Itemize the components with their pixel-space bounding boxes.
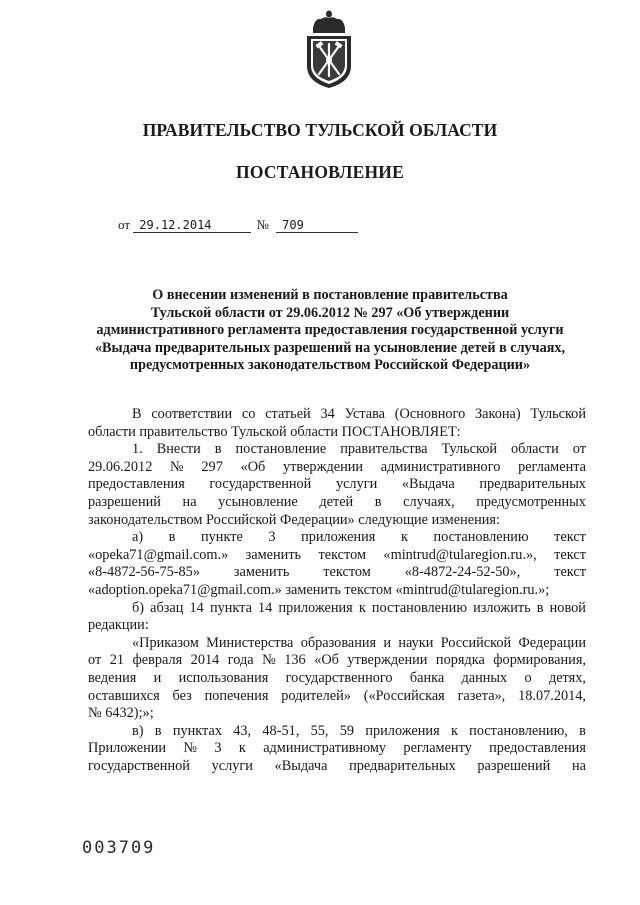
body-line-text: законодательством Российской Федерации» следующие изменения: <box>88 511 500 528</box>
word: «opeka71@gmail.com.» <box>88 546 229 563</box>
word: изложить <box>473 599 531 616</box>
body-line-text: «adoption.opeka71@gmail.com.» заменить текстом «mintrud@tularegion.ru.»; <box>88 581 550 598</box>
word: предварительных <box>349 757 456 774</box>
word: 18.07.2014, <box>518 687 586 704</box>
word: государственной <box>209 476 312 493</box>
word: в <box>536 599 544 616</box>
word: № <box>262 652 276 669</box>
tula-coat-of-arms-icon <box>301 8 357 90</box>
word: текстом <box>318 546 367 563</box>
word: родителей» <box>281 687 351 704</box>
word: к <box>358 599 366 616</box>
word: статьей <box>265 406 311 422</box>
word: детей <box>319 493 354 510</box>
word: 2014 <box>190 652 220 669</box>
word: пункте <box>201 529 243 546</box>
word: использования <box>178 669 269 686</box>
word: Министерства <box>206 634 294 651</box>
word: (Основного <box>394 406 466 422</box>
word: разрешений <box>88 493 161 510</box>
word: данных <box>461 669 508 686</box>
document-meta <box>118 217 358 233</box>
word: текст <box>554 529 586 546</box>
word: пункта <box>209 599 252 616</box>
body-line <box>88 688 586 706</box>
word: регламента <box>518 458 586 475</box>
word: административного <box>380 458 501 475</box>
body-line <box>88 652 586 670</box>
word: 29.06.2012 <box>88 458 153 475</box>
word: 14 <box>189 599 204 616</box>
word: пунктах <box>172 722 222 739</box>
word: детях, <box>548 669 586 686</box>
word: от <box>88 652 102 669</box>
heading-line: предусмотренных законодательством Российской Федерации» <box>129 357 531 374</box>
body-line <box>88 529 586 547</box>
word: случаях, <box>403 493 455 510</box>
word: Устава <box>344 406 385 422</box>
body-line <box>88 459 586 477</box>
word: «Выдача <box>274 757 328 774</box>
word: «8-4872-56-75-85» <box>88 564 200 581</box>
body-line <box>88 476 586 494</box>
serial-number: 003709 <box>82 838 156 858</box>
word: 1. <box>132 441 143 458</box>
word: 59 <box>339 722 355 739</box>
word: заменить <box>245 546 302 563</box>
document-date: 29.12.2014 <box>133 218 251 233</box>
word: 297 <box>201 458 223 475</box>
body-line <box>88 617 586 635</box>
word: в <box>168 529 176 546</box>
word: от <box>572 441 586 458</box>
word: утверждении <box>283 458 364 475</box>
body-line <box>88 600 586 618</box>
body-line <box>88 582 586 600</box>
word: государственной <box>88 757 190 774</box>
word: 136 <box>284 652 306 669</box>
word: Тульской <box>441 441 498 458</box>
document-number: 709 <box>276 218 358 233</box>
word: В <box>132 406 142 422</box>
body-line <box>88 494 586 512</box>
word: б) <box>132 599 145 616</box>
word: правительства <box>340 441 428 458</box>
word: Закона) <box>475 406 521 422</box>
date-label: от <box>118 217 131 232</box>
heading-line: «Выдача предварительных разрешений на усыновление детей в случаях, <box>94 339 566 356</box>
word: в <box>214 441 222 458</box>
document-body <box>88 406 586 775</box>
word: соответствии <box>151 406 233 422</box>
word: без <box>172 687 192 704</box>
word: текстом <box>323 564 371 581</box>
body-line <box>88 723 586 741</box>
word: 48-51, <box>262 722 300 739</box>
word: в <box>374 493 382 510</box>
word: в <box>154 722 162 739</box>
word: приложения <box>301 529 376 546</box>
word: банка <box>409 669 445 686</box>
word: 21 <box>109 652 124 669</box>
body-line <box>88 424 586 442</box>
word: Российской <box>440 634 512 651</box>
word: Тульской <box>530 406 586 422</box>
word: в <box>579 722 586 739</box>
word: формирования, <box>493 652 586 669</box>
word: постановлению <box>433 529 529 546</box>
word: 3 <box>214 740 222 757</box>
word: а) <box>132 529 144 546</box>
body-line <box>88 670 586 688</box>
word: заменить <box>233 564 290 581</box>
word: приложения <box>278 599 353 616</box>
body-line <box>88 705 586 723</box>
word: Федерации <box>518 634 586 651</box>
body-line <box>88 547 586 565</box>
word: на <box>182 493 197 510</box>
body-line-text: редакции: <box>88 617 149 634</box>
word: текст <box>554 564 586 581</box>
word: утверждении <box>347 652 428 669</box>
word: со <box>241 406 256 422</box>
word: оставшихся <box>88 687 160 704</box>
body-line <box>88 564 586 582</box>
word: порядка <box>435 652 485 669</box>
word: предусмотренных <box>476 493 586 510</box>
word: «Об <box>240 458 266 475</box>
word: предоставления <box>489 740 586 757</box>
word: текст <box>554 546 586 563</box>
body-line <box>88 635 586 653</box>
word: «Выдача <box>401 476 455 493</box>
word: к <box>400 529 408 546</box>
word: 34 <box>320 406 335 422</box>
body-line-text: области правительство Тульской области ПОСТАНОВЛЯЕТ: <box>88 423 461 440</box>
document-heading <box>80 287 580 375</box>
word: «8-4872-24-52-50», <box>404 564 521 581</box>
word: предоставления <box>88 476 185 493</box>
word: «Об <box>314 652 339 669</box>
word: к <box>238 740 246 757</box>
word: «mintrud@tularegion.ru.», <box>383 546 537 563</box>
word: «Приказом <box>132 634 199 651</box>
body-line <box>88 441 586 459</box>
number-label: № <box>256 217 269 232</box>
body-line <box>88 512 586 530</box>
word: 43, <box>233 722 252 739</box>
word: административному <box>263 740 387 757</box>
word: февраля <box>132 652 183 669</box>
word: Внести <box>156 441 201 458</box>
word: новой <box>549 599 586 616</box>
heading-line: О внесении изменений в постановление правительства <box>152 287 508 303</box>
body-line <box>88 406 586 424</box>
word: постановлению <box>371 599 468 616</box>
word: науки <box>398 634 434 651</box>
word: на <box>571 757 586 774</box>
word: 3 <box>268 529 276 546</box>
word: в) <box>132 722 144 739</box>
word: образования <box>300 634 377 651</box>
word: государственного <box>285 669 393 686</box>
word: и <box>383 634 392 651</box>
word: усыновление <box>218 493 298 510</box>
heading-line: Тульской области от 29.06.2012 № 297 «Об утверждении <box>150 304 510 321</box>
word: № <box>170 458 184 475</box>
word: ведения <box>88 669 137 686</box>
body-line <box>88 740 586 758</box>
word: 14 <box>258 599 273 616</box>
word: к <box>450 722 458 739</box>
word: газета», <box>457 687 506 704</box>
heading-line: административного регламента предоставления государственной услуги <box>96 322 564 339</box>
word: области <box>510 441 559 458</box>
word: услуги <box>211 757 253 774</box>
word: абзац <box>150 599 184 616</box>
body-line <box>88 758 586 776</box>
word: регламенту <box>403 740 472 757</box>
government-title: ПРАВИТЕЛЬСТВО ТУЛЬСКОЙ ОБЛАСТИ <box>142 120 498 140</box>
word: 55, <box>310 722 329 739</box>
word: и <box>153 669 162 686</box>
body-line-text: № 6432);»; <box>88 705 154 722</box>
word: года <box>227 652 254 669</box>
word: № <box>183 740 198 757</box>
word: попечения <box>204 687 269 704</box>
word: о <box>524 669 532 686</box>
word: («Российская <box>363 687 445 704</box>
word: постановление <box>235 441 327 458</box>
word: услуги <box>335 476 378 493</box>
word: постановлению, <box>469 722 568 739</box>
word: разрешений <box>477 757 551 774</box>
word: предварительных <box>479 476 586 493</box>
document-type: ПОСТАНОВЛЕНИЕ <box>236 162 404 182</box>
word: Приложении <box>88 740 167 757</box>
word: приложения <box>365 722 440 739</box>
